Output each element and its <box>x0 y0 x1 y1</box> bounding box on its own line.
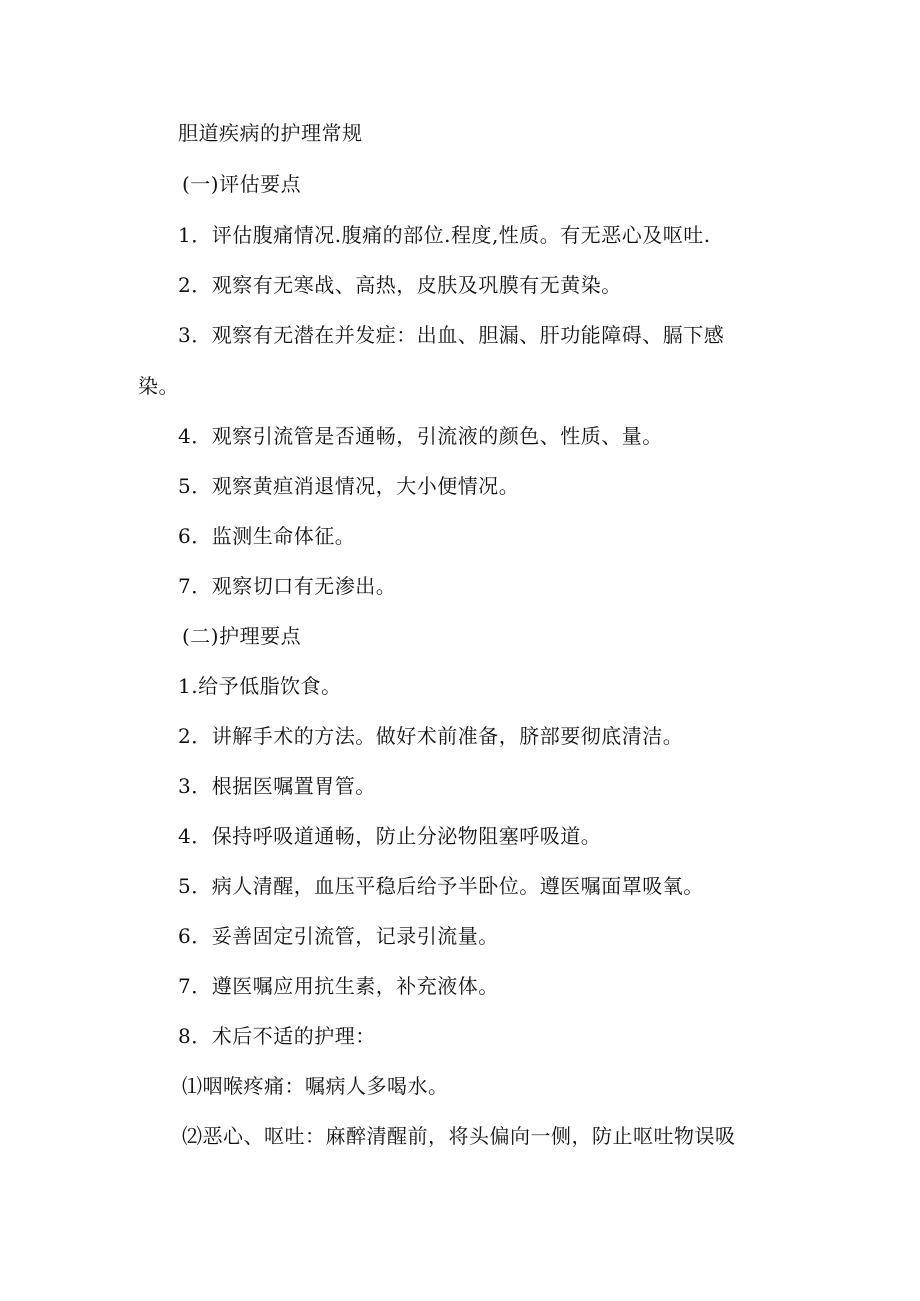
nursing-subitem-2: ⑵恶心、呕吐：麻醉清醒前，将头偏向一侧，防止呕吐物误吸 <box>182 1124 736 1148</box>
nursing-item-2: 2．讲解手术的方法。做好术前准备，脐部要彻底清洁。 <box>178 724 684 748</box>
nursing-item-4: 4．保持呼吸道通畅，防止分泌物阻塞呼吸道。 <box>178 824 602 848</box>
assessment-item-2: 2．观察有无寒战、高热，皮肤及巩膜有无黄染。 <box>178 273 622 297</box>
nursing-item-1: 1.给予低脂饮食。 <box>178 674 342 698</box>
assessment-item-5: 5．观察黄疸消退情况，大小便情况。 <box>178 474 520 498</box>
nursing-item-5: 5．病人清醒，血压平稳后给予半卧位。遵医嘱面罩吸氧。 <box>178 874 704 898</box>
nursing-subitem-1: ⑴咽喉疼痛：嘱病人多喝水。 <box>182 1074 449 1098</box>
assessment-item-6: 6．监测生命体征。 <box>178 524 356 548</box>
nursing-item-8: 8．术后不适的护理： <box>178 1024 376 1048</box>
assessment-item-3: 3．观察有无潜在并发症：出血、胆漏、肝功能障碍、膈下感 <box>178 323 725 347</box>
section-heading-nursing: (二)护理要点 <box>182 624 302 648</box>
nursing-item-7: 7．遵医嘱应用抗生素，补充液体。 <box>178 974 499 998</box>
section-heading-assessment: (一)评估要点 <box>182 172 302 196</box>
document-title: 胆道疾病的护理常规 <box>178 121 363 145</box>
nursing-item-6: 6．妥善固定引流管，记录引流量。 <box>178 924 499 948</box>
assessment-item-4: 4．观察引流管是否通畅，引流液的颜色、性质、量。 <box>178 424 663 448</box>
assessment-item-1: 1．评估腹痛情况.腹痛的部位.程度,性质。有无恶心及呕吐. <box>178 223 711 247</box>
assessment-item-7: 7．观察切口有无渗出。 <box>178 574 397 598</box>
nursing-item-3: 3．根据医嘱置胃管。 <box>178 774 376 798</box>
assessment-item-3-continued: 染。 <box>138 374 179 398</box>
